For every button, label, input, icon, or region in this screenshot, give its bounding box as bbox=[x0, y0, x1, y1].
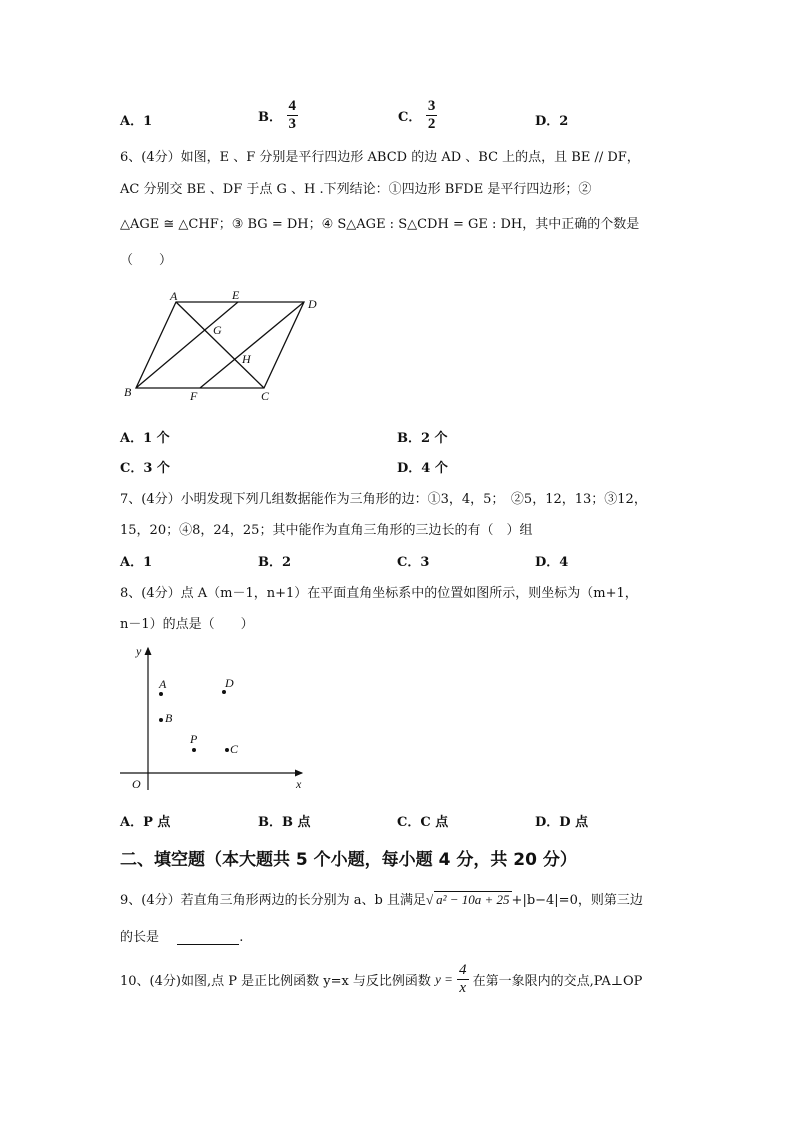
q10-suffix: 在第一象限内的交点,PA⊥OP bbox=[472, 974, 643, 989]
label-c: C bbox=[261, 389, 270, 403]
q9-suffix: +|b−4|=0，则第三边 bbox=[511, 893, 643, 908]
segment-df bbox=[200, 302, 304, 388]
q6-line-3: △AGE ≅ △CHF；③ BG = DH；④ S△AGE : S△CDH = GE : DH，其中正确的个数是 bbox=[120, 217, 640, 232]
q7-line-2: 15，20；④8，24，25；其中能作为直角三角形的三边长的有（ ）组 bbox=[120, 523, 533, 538]
q5-option-c-label: C． bbox=[398, 110, 422, 125]
label-b: B bbox=[124, 385, 132, 399]
label-point-d: D bbox=[225, 676, 234, 690]
label-h: H bbox=[242, 352, 251, 366]
q5-option-b-numerator: 4 bbox=[288, 98, 297, 114]
point-p bbox=[192, 748, 196, 752]
q8-option-b: B．B 点 bbox=[258, 815, 311, 830]
label-x: x bbox=[296, 777, 302, 791]
q9-radicand: a² − 10a + 25 bbox=[436, 892, 510, 907]
label-d: D bbox=[308, 297, 317, 311]
q6-option-d: D．4 个 bbox=[397, 461, 448, 476]
q9-line-2 bbox=[120, 926, 243, 945]
label-y: y bbox=[136, 644, 142, 658]
section-heading bbox=[120, 845, 577, 870]
q5-option-c-denominator: 2 bbox=[427, 116, 436, 132]
q9-prefix: 9、(4分）若直角三角形两边的长分别为 a、b 且满足 bbox=[120, 893, 426, 908]
q9-answer-blank[interactable] bbox=[177, 932, 239, 945]
q9-radical-sign: √ bbox=[425, 892, 434, 907]
q7-option-c: C．3 bbox=[397, 555, 430, 570]
coordinate-figure bbox=[116, 642, 311, 794]
q6-option-c: C．3 个 bbox=[120, 461, 170, 476]
label-point-c: C bbox=[230, 742, 239, 756]
point-a bbox=[159, 692, 163, 696]
q10-func-lhs: y = bbox=[435, 971, 453, 987]
q10-prefix: 10、(4分)如图,点 P 是正比例函数 y=x 与反比例函数 bbox=[120, 974, 431, 989]
q7-option-b: B．2 bbox=[258, 555, 292, 570]
label-e: E bbox=[232, 288, 240, 302]
q9-line-2-text: 的长是 bbox=[120, 930, 160, 945]
label-point-a: A bbox=[159, 677, 167, 691]
parallelogram-figure bbox=[118, 288, 328, 406]
label-a: A bbox=[170, 289, 178, 303]
q5-option-d: D．2 bbox=[535, 114, 569, 129]
q5-option-b-denominator: 3 bbox=[288, 116, 297, 132]
q5-option-c-fraction bbox=[426, 98, 438, 133]
label-g: G bbox=[213, 323, 222, 337]
section-title: 二、填空题（本大题共 5 个小题，每小题 4 分，共 20 分） bbox=[120, 850, 577, 870]
q7-line-1: 7、(4分）小明发现下列几组数据能作为三角形的边：①3，4，5； ②5，12，13；③12， bbox=[120, 492, 647, 507]
label-origin: O bbox=[132, 777, 141, 791]
q5-option-c bbox=[398, 98, 437, 133]
segment-be bbox=[136, 302, 238, 388]
label-point-b: B bbox=[165, 711, 173, 725]
q10-fraction-denominator: x bbox=[457, 979, 469, 997]
q8-option-c: C．C 点 bbox=[397, 815, 449, 830]
q5-option-c-numerator: 3 bbox=[427, 98, 436, 114]
q9-line-1 bbox=[120, 889, 643, 908]
point-b bbox=[159, 718, 163, 722]
q7-option-d: D．4 bbox=[535, 555, 569, 570]
q8-option-a: A．P 点 bbox=[120, 815, 171, 830]
q7-option-a: A．1 bbox=[120, 555, 153, 570]
q6-answer-paren: （ ） bbox=[120, 253, 173, 268]
q8-line-1: 8、(4分）点 A（m－1，n+1）在平面直角坐标系中的位置如图所示，则坐标为（m+1， bbox=[120, 586, 638, 601]
q8-option-d: D．D 点 bbox=[535, 815, 589, 830]
q10-line-1 bbox=[120, 962, 642, 997]
q6-option-b: B．2 个 bbox=[397, 431, 448, 446]
q9-end: . bbox=[239, 930, 244, 945]
point-c bbox=[225, 748, 229, 752]
q8-line-2: n－1）的点是（ ） bbox=[120, 617, 254, 632]
q5-option-b-label: B． bbox=[258, 110, 282, 125]
q6-line-1: 6、(4分）如图，E 、F 分别是平行四边形 ABCD 的边 AD 、BC 上的点，且 BE // DF， bbox=[120, 150, 640, 165]
q5-option-a: A．1 bbox=[120, 114, 153, 129]
q6-line-2: AC 分别交 BE 、DF 于点 G 、H .下列结论：①四边形 BFDE 是平行四边形；② bbox=[120, 182, 592, 197]
q6-option-a: A．1 个 bbox=[120, 431, 170, 446]
diagonal-ac bbox=[176, 302, 264, 388]
q10-fraction bbox=[457, 962, 469, 997]
q5-option-b bbox=[258, 98, 298, 133]
label-point-p: P bbox=[190, 732, 198, 746]
label-f: F bbox=[190, 389, 198, 403]
q10-fraction-numerator: 4 bbox=[459, 962, 467, 978]
point-d bbox=[222, 690, 226, 694]
q5-option-b-fraction bbox=[287, 98, 299, 133]
